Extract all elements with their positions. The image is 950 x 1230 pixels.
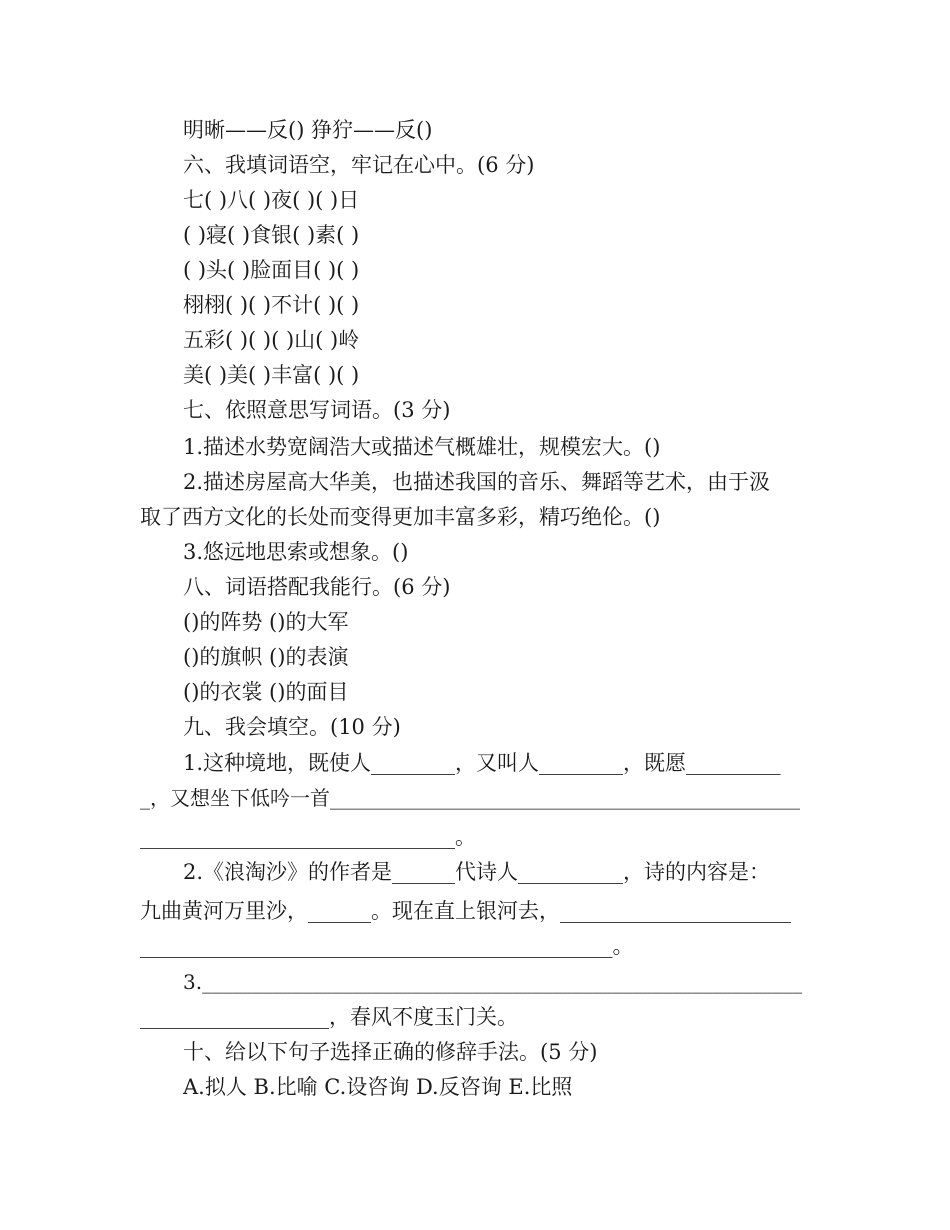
idiom-fill-line-3: ( )头( )脸面目( )( ) xyxy=(183,258,360,282)
collocation-line-2: ()的旗帜 ()的表演 xyxy=(183,645,349,669)
section-8-heading: 八、词语搭配我能行。(6 分) xyxy=(183,575,451,599)
question-9-1: 1.这种境地，既使人________，又叫人________，既愿_________ xyxy=(183,751,781,775)
question-7-1: 1.描述水势宽阔浩大或描述气概雄壮，规模宏大。() xyxy=(183,435,661,459)
question-9-1-continued: _，又想坐下低吟一首_______________________________________________ xyxy=(140,786,800,810)
section-7-heading: 七、依照意思写词语。(3 分) xyxy=(183,398,451,422)
antonym-line: 明晰——反() 狰狞——反() xyxy=(183,118,433,142)
section-10-heading: 十、给以下句子选择正确的修辞手法。(5 分) xyxy=(183,1040,598,1064)
idiom-fill-line-1: 七( )八( )夜( )( )日 xyxy=(183,188,360,212)
idiom-fill-line-2: ( )寝( )食银( )素( ) xyxy=(183,223,360,247)
question-9-2: 2.《浪淘沙》的作者是______代诗人__________，诗的内容是： xyxy=(183,860,771,884)
question-9-1-end: ______________________________。 xyxy=(140,825,476,849)
idiom-fill-line-6: 美( )美( )丰富( )( ) xyxy=(183,363,360,387)
idiom-fill-line-5: 五彩( )( )( )山( )岭 xyxy=(183,328,360,352)
question-9-3-continued: __________________，春风不度玉门关。 xyxy=(140,1005,518,1029)
section-9-heading: 九、我会填空。(10 分) xyxy=(183,715,401,739)
idiom-fill-line-4: 栩栩( )( )不计( )( ) xyxy=(183,293,360,317)
collocation-line-1: ()的阵势 ()的大军 xyxy=(183,610,349,634)
question-7-2-continued: 取了西方文化的长处而变得更加丰富多彩，精巧绝伦。() xyxy=(140,505,661,529)
section-6-heading: 六、我填词语空，牢记在心中。(6 分) xyxy=(183,153,535,177)
question-7-3: 3.悠远地思索或想象。() xyxy=(183,540,409,564)
question-9-3: 3.____________________________________________________________ xyxy=(183,970,803,994)
question-9-2-continued: 九曲黄河万里沙，______。现在直上银河去，______________________ xyxy=(140,899,791,923)
rhetoric-options: A.拟人 B.比喻 C.设咨询 D.反咨询 E.比照 xyxy=(183,1075,573,1099)
question-7-2: 2.描述房屋高大华美，也描述我国的音乐、舞蹈等艺术，由于汲 xyxy=(183,470,771,494)
collocation-line-3: ()的衣裳 ()的面目 xyxy=(183,680,349,704)
question-9-2-end: _____________________________________________。 xyxy=(140,934,634,958)
